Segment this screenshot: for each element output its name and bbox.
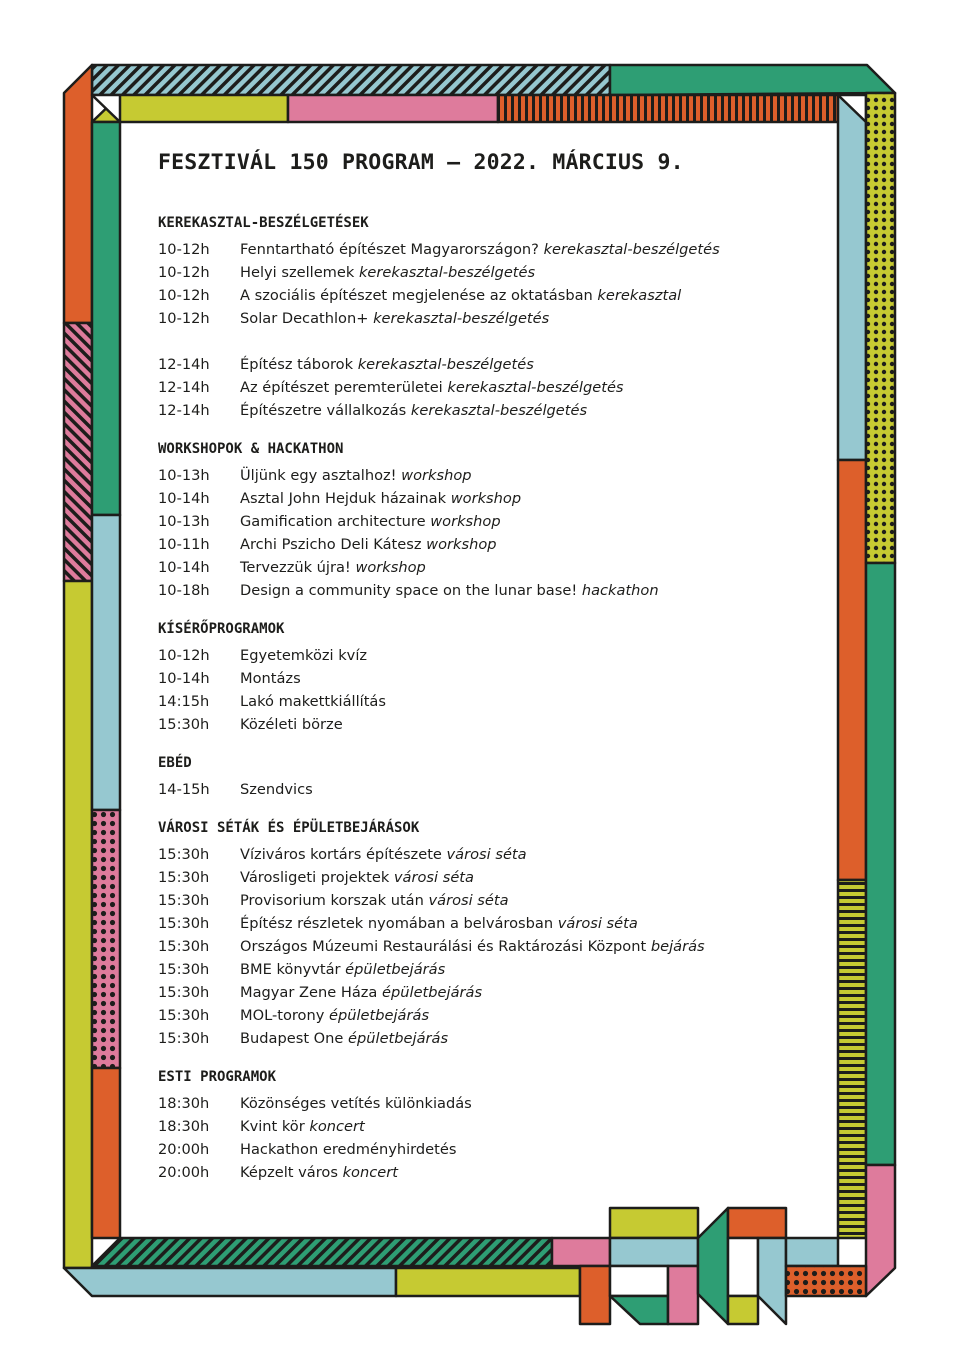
program-item <box>158 981 818 1004</box>
item-title: MOL-torony <box>240 1007 325 1024</box>
item-time: 10-12h <box>158 241 210 258</box>
item-time: 20:00h <box>158 1164 210 1181</box>
item-description <box>240 510 501 533</box>
item-description <box>240 533 497 556</box>
item-description <box>240 1115 365 1138</box>
item-title: Közéleti börze <box>240 716 343 733</box>
item-time: 15:30h <box>158 846 210 863</box>
item-type: koncert <box>309 1118 365 1135</box>
item-description <box>240 1138 456 1161</box>
program-item <box>158 556 818 579</box>
item-time: 14:15h <box>158 693 210 710</box>
item-time: 10-18h <box>158 582 210 599</box>
program-sections <box>158 215 818 1184</box>
program-item <box>158 1138 818 1161</box>
item-description <box>240 1161 398 1184</box>
program-item <box>158 843 818 866</box>
item-title: Asztal John Hejduk házainak <box>240 490 447 507</box>
item-title: Szendvics <box>240 781 313 798</box>
item-type: épületbejárás <box>345 961 446 978</box>
section-heading: WORKSHOPOK & HACKATHON <box>158 441 344 457</box>
program-section <box>158 621 818 736</box>
item-type: épületbejárás <box>348 1030 449 1047</box>
program-item <box>158 690 818 713</box>
program-item <box>158 261 818 284</box>
item-time: 10-12h <box>158 647 210 664</box>
program-item <box>158 667 818 690</box>
item-time: 20:00h <box>158 1141 210 1158</box>
item-type: városi séta <box>428 892 509 909</box>
item-time: 15:30h <box>158 961 210 978</box>
item-title: Helyi szellemek <box>240 264 355 281</box>
program-item <box>158 284 818 307</box>
item-type: kerekasztal-beszélgetés <box>543 241 720 258</box>
item-description <box>240 556 426 579</box>
item-time: 10-14h <box>158 559 210 576</box>
section-heading: EBÉD <box>158 755 192 771</box>
item-title: Gamification architecture <box>240 513 426 530</box>
item-type: kerekasztal-beszélgetés <box>410 402 588 419</box>
item-type: kerekasztal-beszélgetés <box>447 379 624 396</box>
item-title: Építész táborok <box>240 356 354 373</box>
item-type: kerekasztal-beszélgetés <box>358 264 536 281</box>
item-time: 10-11h <box>158 536 210 553</box>
item-time: 10-14h <box>158 490 210 507</box>
item-time: 12-14h <box>158 356 210 373</box>
section-heading: VÁROSI SÉTÁK ÉS ÉPÜLETBEJÁRÁSOK <box>158 820 420 836</box>
item-title: Montázs <box>240 670 301 687</box>
item-title: Üljünk egy asztalhoz! <box>240 467 397 484</box>
item-time: 18:30h <box>158 1118 210 1135</box>
item-time: 15:30h <box>158 1030 210 1047</box>
item-description <box>240 843 527 866</box>
item-type: városi séta <box>393 869 474 886</box>
program-section <box>158 1069 818 1184</box>
item-description <box>240 644 367 667</box>
item-time: 15:30h <box>158 984 210 1001</box>
item-time: 10-14h <box>158 670 210 687</box>
item-type: városi séta <box>446 846 527 863</box>
item-type: épületbejárás <box>382 984 483 1001</box>
item-time: 12-14h <box>158 379 210 396</box>
item-time: 18:30h <box>158 1095 210 1112</box>
item-type: épületbejárás <box>329 1007 430 1024</box>
item-type: kerekasztal <box>597 287 682 304</box>
program-item <box>158 510 818 533</box>
item-title: Építész részletek nyomában a belvárosban <box>240 915 554 932</box>
section-heading: KEREKASZTAL-BESZÉLGETÉSEK <box>158 215 369 231</box>
program-item <box>158 778 818 801</box>
item-description <box>240 1092 472 1115</box>
item-description <box>240 284 681 307</box>
item-description <box>240 487 521 510</box>
item-description <box>240 399 587 422</box>
item-time: 15:30h <box>158 1007 210 1024</box>
item-time: 15:30h <box>158 892 210 909</box>
item-type: koncert <box>342 1164 398 1181</box>
item-type: workshop <box>426 536 497 553</box>
item-time: 10-12h <box>158 264 210 281</box>
item-time: 15:30h <box>158 716 210 733</box>
item-time: 10-13h <box>158 467 210 484</box>
program-item <box>158 533 818 556</box>
item-time: 15:30h <box>158 869 210 886</box>
item-type: kerekasztal-beszélgetés <box>357 356 534 373</box>
item-type: workshop <box>355 559 426 576</box>
program-item <box>158 958 818 981</box>
item-time: 12-14h <box>158 402 210 419</box>
item-title: Egyetemközi kvíz <box>240 647 368 664</box>
item-description <box>240 912 638 935</box>
program-item <box>158 1027 818 1050</box>
program-section <box>158 755 818 801</box>
item-title: Archi Pszicho Deli Kátesz <box>240 536 422 553</box>
item-title: Országos Múzeumi Restaurálási és Raktározási Központ <box>240 938 647 955</box>
item-time: 10-13h <box>158 513 210 530</box>
item-time: 10-12h <box>158 310 210 327</box>
item-title: Solar Decathlon+ <box>240 310 369 327</box>
item-title: Tervezzük újra! <box>240 559 351 576</box>
item-description <box>240 579 659 602</box>
item-description <box>240 1004 429 1027</box>
item-description <box>240 307 549 330</box>
item-title: Hackathon eredményhirdetés <box>240 1141 457 1158</box>
program-item <box>158 866 818 889</box>
item-time: 10-12h <box>158 287 210 304</box>
item-title: BME könyvtár <box>240 961 341 978</box>
program-item <box>158 912 818 935</box>
item-description <box>240 958 445 981</box>
item-time: 15:30h <box>158 938 210 955</box>
item-type: workshop <box>401 467 472 484</box>
program-item <box>158 1092 818 1115</box>
program-item <box>158 487 818 510</box>
program-item <box>158 1004 818 1027</box>
program-item <box>158 935 818 958</box>
item-title: A szociális építészet megjelenése az oktatásban <box>240 287 593 304</box>
item-title: Képzelt város <box>240 1164 338 1181</box>
item-title: Az építészet peremterületei <box>240 379 443 396</box>
item-description <box>240 667 301 690</box>
item-description <box>240 261 535 284</box>
item-description <box>240 353 534 376</box>
item-description <box>240 690 386 713</box>
section-heading: KÍSÉRŐPROGRAMOK <box>158 621 285 637</box>
item-title: Építészetre vállalkozás <box>240 402 407 419</box>
program-item <box>158 713 818 736</box>
program-item <box>158 238 818 261</box>
item-description <box>240 778 313 801</box>
program-section <box>158 215 818 422</box>
item-time: 15:30h <box>158 915 210 932</box>
item-description <box>240 1027 448 1050</box>
item-type: városi séta <box>557 915 638 932</box>
program-item <box>158 399 818 422</box>
item-title: Kvint kör <box>240 1118 305 1135</box>
item-title: Városligeti projektek <box>240 869 390 886</box>
item-type: kerekasztal-beszélgetés <box>373 310 550 327</box>
program-item <box>158 376 818 399</box>
program-item <box>158 644 818 667</box>
item-description <box>240 238 720 261</box>
item-title: Közönséges vetítés különkiadás <box>240 1095 472 1112</box>
program-item <box>158 353 818 376</box>
item-type: bejárás <box>650 938 705 955</box>
item-description <box>240 866 474 889</box>
item-time: 14-15h <box>158 781 210 798</box>
program-item <box>158 579 818 602</box>
item-title: Víziváros kortárs építészete <box>240 846 442 863</box>
item-type: workshop <box>430 513 501 530</box>
item-title: Magyar Zene Háza <box>240 984 378 1001</box>
item-title: Design a community space on the lunar base! <box>240 582 578 599</box>
program-item <box>158 889 818 912</box>
item-type: workshop <box>450 490 522 507</box>
item-title: Budapest One <box>240 1030 344 1047</box>
item-description <box>240 713 343 736</box>
item-description <box>240 935 705 958</box>
group-spacer <box>158 330 818 353</box>
program-item <box>158 1161 818 1184</box>
item-description <box>240 981 482 1004</box>
program-section <box>158 441 818 602</box>
page-title: FESZTIVÁL 150 PROGRAM — 2022. MÁRCIUS 9. <box>158 150 684 175</box>
program-item <box>158 307 818 330</box>
item-type: hackathon <box>581 582 659 599</box>
program-content <box>158 150 818 1203</box>
item-title: Lakó makettkiállítás <box>240 693 386 710</box>
section-heading: ESTI PROGRAMOK <box>158 1069 277 1085</box>
program-item <box>158 1115 818 1138</box>
item-description <box>240 889 509 912</box>
program-item <box>158 464 818 487</box>
item-title: Provisorium korszak után <box>240 892 424 909</box>
item-description <box>240 376 624 399</box>
item-description <box>240 464 472 487</box>
item-title: Fenntartható építészet Magyarországon? <box>240 241 539 258</box>
program-section <box>158 820 818 1050</box>
